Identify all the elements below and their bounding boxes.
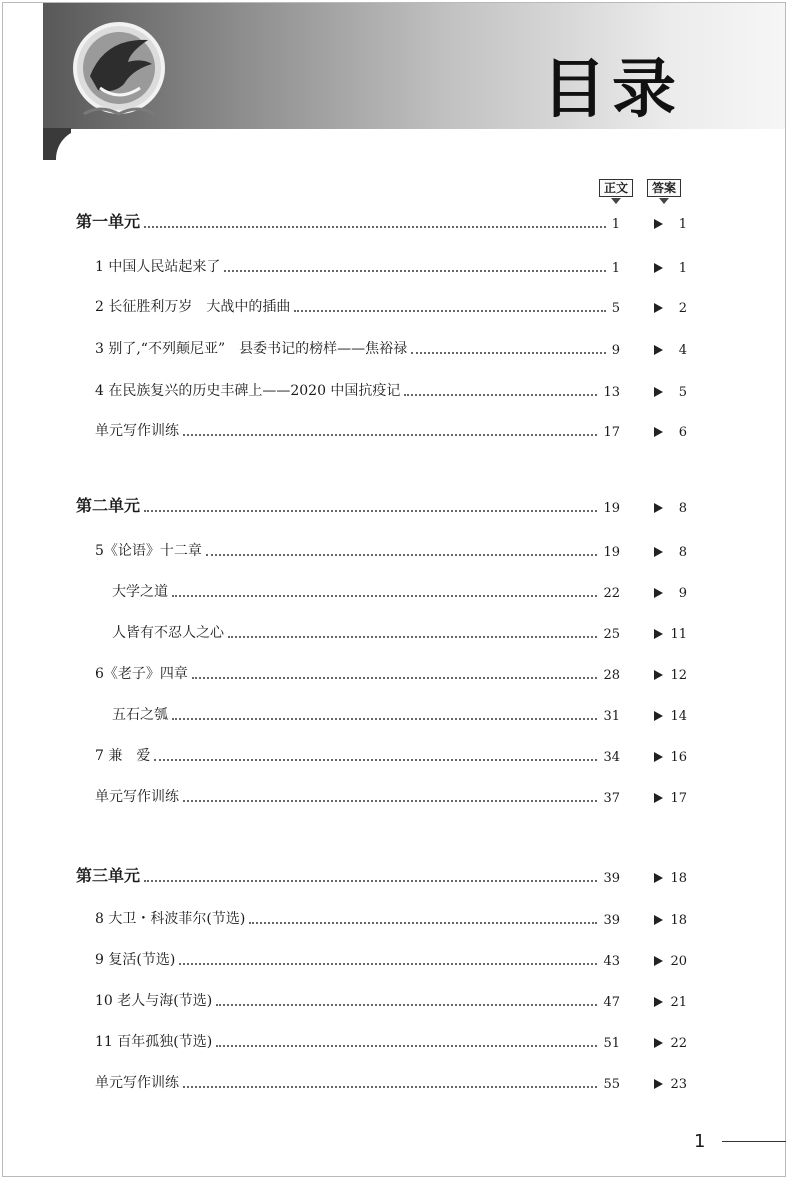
toc-unit-row[interactable] bbox=[0, 866, 790, 890]
column-header-answer bbox=[647, 179, 681, 204]
toc-entry-title: 第三单元 bbox=[76, 866, 141, 885]
toc-entry-title: 6《老子》四章 bbox=[95, 666, 188, 682]
triangle-right-icon bbox=[654, 793, 663, 803]
toc-unit-row[interactable] bbox=[0, 212, 790, 236]
triangle-right-icon bbox=[654, 997, 663, 1007]
toc-text-page: 22 bbox=[603, 586, 620, 601]
toc-entry-title: 人皆有不忍人之心 bbox=[112, 625, 224, 641]
triangle-right-icon bbox=[654, 547, 663, 557]
dot-leader bbox=[179, 963, 597, 965]
toc-entry-title: 9 复活(节选) bbox=[95, 952, 176, 968]
toc-entry-title: 单元写作训练 bbox=[95, 423, 179, 439]
toc-answer-page: 1 bbox=[678, 261, 687, 276]
toc-entry-title: 单元写作训练 bbox=[95, 1075, 179, 1091]
dot-leader bbox=[411, 352, 606, 354]
toc-answer-page: 6 bbox=[678, 425, 687, 440]
down-triangle-icon bbox=[659, 198, 669, 204]
page-title: 目录 bbox=[542, 53, 682, 127]
toc-lesson-row[interactable] bbox=[0, 338, 790, 362]
page-number-rule bbox=[722, 1141, 786, 1142]
toc-text-page: 39 bbox=[603, 871, 620, 886]
toc-entry-title: 1 中国人民站起来了 bbox=[95, 259, 221, 275]
toc-entry-title: 五石之瓠 bbox=[112, 707, 168, 723]
toc-text-page: 37 bbox=[603, 791, 620, 806]
toc-lesson-row[interactable] bbox=[0, 786, 790, 810]
toc-text-page: 25 bbox=[603, 627, 620, 642]
toc-lesson-row[interactable] bbox=[0, 380, 790, 404]
toc-entry-title: 4 在民族复兴的历史丰碑上——2020 中国抗疫记 bbox=[95, 383, 401, 399]
dot-leader bbox=[294, 310, 606, 312]
eagle-emblem-icon bbox=[70, 18, 168, 118]
toc-text-page: 39 bbox=[603, 913, 620, 928]
toc-answer-page: 18 bbox=[670, 871, 687, 886]
toc-text-page: 5 bbox=[611, 301, 620, 316]
toc-answer-page: 5 bbox=[678, 385, 687, 400]
triangle-right-icon bbox=[654, 303, 663, 313]
toc-answer-page: 8 bbox=[678, 545, 687, 560]
toc-text-page: 13 bbox=[603, 385, 620, 400]
triangle-right-icon bbox=[654, 588, 663, 598]
toc-text-page: 19 bbox=[603, 501, 620, 516]
toc-text-page: 1 bbox=[611, 261, 620, 276]
toc-text-page: 34 bbox=[603, 750, 620, 765]
toc-lesson-row[interactable] bbox=[0, 1072, 790, 1096]
triangle-right-icon bbox=[654, 915, 663, 925]
triangle-right-icon bbox=[654, 752, 663, 762]
toc-text-page: 55 bbox=[603, 1077, 620, 1092]
toc-answer-page: 17 bbox=[670, 791, 687, 806]
toc-unit-row[interactable] bbox=[0, 496, 790, 520]
toc-entry-title: 第一单元 bbox=[76, 212, 141, 231]
toc-text-page: 47 bbox=[603, 995, 620, 1010]
dot-leader bbox=[172, 718, 597, 720]
column-header-answer-label: 答案 bbox=[647, 179, 681, 197]
toc-answer-page: 21 bbox=[670, 995, 687, 1010]
toc-text-page: 31 bbox=[603, 709, 620, 724]
toc-lesson-row[interactable] bbox=[0, 540, 790, 564]
toc-entry-title: 10 老人与海(节选) bbox=[95, 993, 213, 1009]
triangle-right-icon bbox=[654, 345, 663, 355]
dot-leader bbox=[144, 510, 597, 512]
dot-leader bbox=[144, 226, 606, 228]
dot-leader bbox=[154, 759, 597, 761]
toc-text-page: 51 bbox=[603, 1036, 620, 1051]
toc-answer-page: 1 bbox=[678, 217, 687, 232]
triangle-right-icon bbox=[654, 1079, 663, 1089]
toc-lesson-row[interactable] bbox=[0, 256, 790, 280]
toc-answer-page: 2 bbox=[678, 301, 687, 316]
dot-leader bbox=[216, 1045, 597, 1047]
triangle-right-icon bbox=[654, 873, 663, 883]
triangle-right-icon bbox=[654, 629, 663, 639]
toc-answer-page: 23 bbox=[670, 1077, 687, 1092]
dot-leader bbox=[224, 270, 606, 272]
toc-lesson-row[interactable] bbox=[0, 745, 790, 769]
toc-entry-title: 2 长征胜利万岁 大战中的插曲 bbox=[95, 299, 291, 315]
triangle-right-icon bbox=[654, 263, 663, 273]
dot-leader bbox=[183, 800, 597, 802]
page-number: 1 bbox=[694, 1131, 706, 1152]
dot-leader bbox=[216, 1004, 597, 1006]
toc-answer-page: 18 bbox=[670, 913, 687, 928]
triangle-right-icon bbox=[654, 503, 663, 513]
column-header-text bbox=[599, 179, 633, 204]
dot-leader bbox=[404, 394, 597, 396]
dot-leader bbox=[172, 595, 597, 597]
down-triangle-icon bbox=[611, 198, 621, 204]
toc-entry-title: 第二单元 bbox=[76, 496, 141, 515]
toc-answer-page: 9 bbox=[678, 586, 687, 601]
dot-leader bbox=[206, 554, 597, 556]
toc-text-page: 19 bbox=[603, 545, 620, 560]
triangle-right-icon bbox=[654, 670, 663, 680]
toc-text-page: 17 bbox=[603, 425, 620, 440]
dot-leader bbox=[144, 880, 597, 882]
triangle-right-icon bbox=[654, 711, 663, 721]
toc-entry-title: 8 大卫・科波菲尔(节选) bbox=[95, 911, 246, 927]
toc-answer-page: 8 bbox=[678, 501, 687, 516]
toc-text-page: 9 bbox=[611, 343, 620, 358]
toc-entry-title: 11 百年孤独(节选) bbox=[95, 1034, 213, 1050]
toc-subitem-row[interactable] bbox=[0, 622, 790, 646]
toc-lesson-row[interactable] bbox=[0, 1031, 790, 1055]
toc-answer-page: 16 bbox=[670, 750, 687, 765]
toc-text-page: 28 bbox=[603, 668, 620, 683]
toc-entry-title: 大学之道 bbox=[112, 584, 168, 600]
triangle-right-icon bbox=[654, 956, 663, 966]
dot-leader bbox=[249, 922, 597, 924]
toc-text-page: 43 bbox=[603, 954, 620, 969]
toc-lesson-row[interactable] bbox=[0, 908, 790, 932]
triangle-right-icon bbox=[654, 1038, 663, 1048]
toc-lesson-row[interactable] bbox=[0, 663, 790, 687]
dot-leader bbox=[183, 1086, 597, 1088]
toc-lesson-row[interactable] bbox=[0, 420, 790, 444]
toc-subitem-row[interactable] bbox=[0, 704, 790, 728]
triangle-right-icon bbox=[654, 219, 663, 229]
dot-leader bbox=[192, 677, 597, 679]
toc-answer-page: 4 bbox=[678, 343, 687, 358]
dot-leader bbox=[183, 434, 597, 436]
toc-entry-title: 7 兼 爱 bbox=[95, 748, 151, 764]
toc-answer-page: 12 bbox=[670, 668, 687, 683]
toc-answer-page: 11 bbox=[670, 627, 687, 642]
toc-lesson-row[interactable] bbox=[0, 990, 790, 1014]
toc-answer-page: 20 bbox=[670, 954, 687, 969]
toc-entry-title: 单元写作训练 bbox=[95, 789, 179, 805]
dot-leader bbox=[228, 636, 597, 638]
toc-subitem-row[interactable] bbox=[0, 581, 790, 605]
toc-answer-page: 14 bbox=[670, 709, 687, 724]
column-header-text-label: 正文 bbox=[599, 179, 633, 197]
toc-answer-page: 22 bbox=[670, 1036, 687, 1051]
toc-text-page: 1 bbox=[611, 217, 620, 232]
toc-lesson-row[interactable] bbox=[0, 949, 790, 973]
toc-entry-title: 3 别了,“不列颠尼亚” 县委书记的榜样——焦裕禄 bbox=[95, 341, 408, 357]
toc-lesson-row[interactable] bbox=[0, 296, 790, 320]
toc-entry-title: 5《论语》十二章 bbox=[95, 543, 202, 559]
triangle-right-icon bbox=[654, 387, 663, 397]
triangle-right-icon bbox=[654, 427, 663, 437]
